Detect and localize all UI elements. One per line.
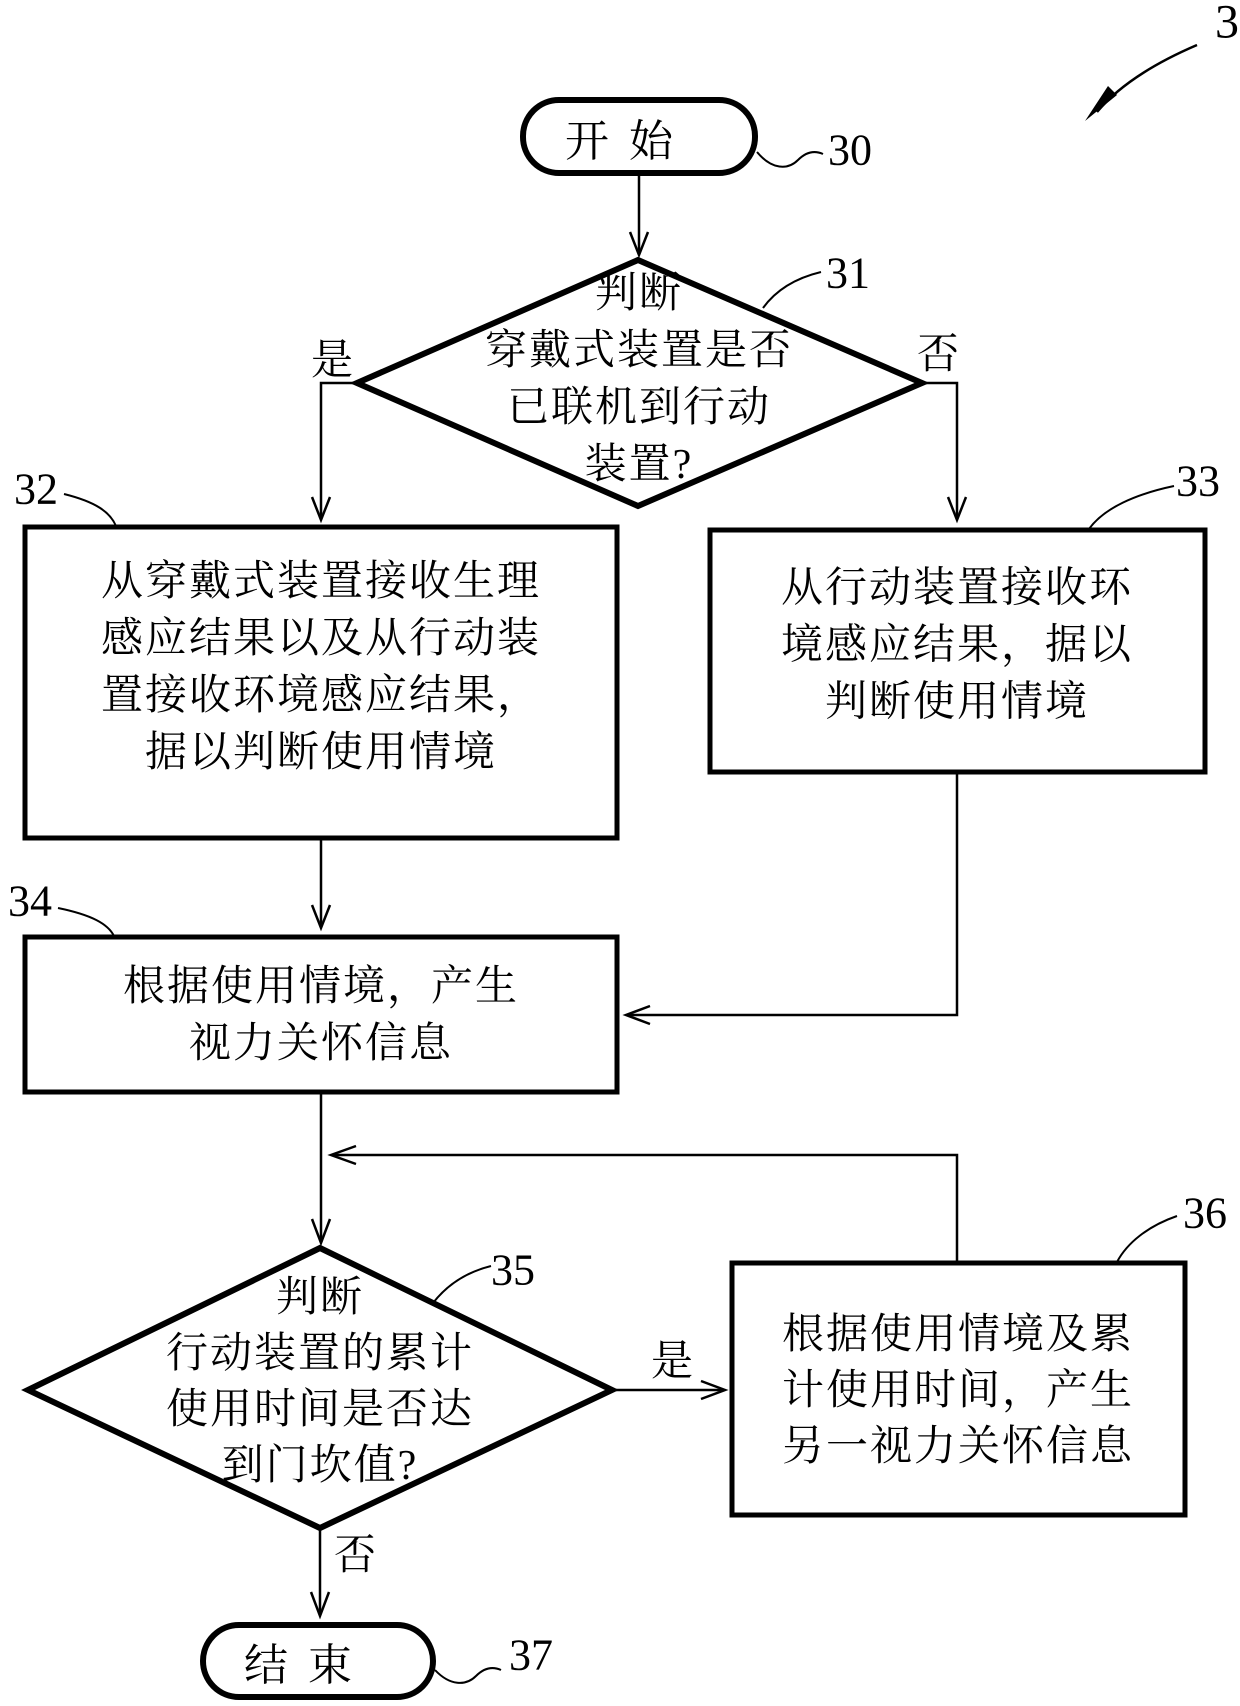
process-32-line: 感应结果以及从行动装	[100, 616, 542, 662]
d35-no-label: 否	[333, 1533, 377, 1579]
ref-label-36: 36	[1183, 1188, 1227, 1238]
ref-label-32: 32	[14, 464, 58, 514]
decision-31-line: 判断	[594, 271, 684, 317]
process-34-text	[123, 959, 519, 1073]
ref-label-33: 33	[1176, 456, 1220, 506]
decision-31-text	[485, 266, 793, 494]
figure-pointer-arrowhead	[1085, 86, 1117, 121]
edge-d31-yes-line	[321, 383, 357, 519]
ref-label-35: 35	[491, 1245, 535, 1295]
process-33-line: 境感应结果，据以	[780, 622, 1134, 669]
process-33-text	[781, 561, 1133, 732]
ref-label-37: 37	[509, 1630, 553, 1680]
decision-35-line: 判断	[275, 1275, 365, 1321]
edge-b33-to-b34	[628, 773, 957, 1015]
d35-yes-label: 是	[650, 1339, 694, 1385]
ref33-leader	[1089, 486, 1174, 529]
process-33-line: 判断使用情境	[824, 679, 1090, 726]
edge-d31-no-line	[922, 383, 957, 519]
decision-31-line: 已联机到行动	[506, 385, 772, 431]
process-32-line: 从穿戴式装置接收生理	[100, 559, 542, 605]
decision-35-text	[166, 1270, 474, 1494]
process-32-line: 据以判断使用情境	[144, 730, 498, 776]
process-33-line: 从行动装置接收环	[780, 565, 1134, 612]
ref-label-30: 30	[828, 125, 872, 175]
ref-label-31: 31	[826, 248, 870, 298]
process-34-line: 视力关怀信息	[188, 1021, 454, 1067]
figure-ref-number: 3	[1215, 0, 1239, 49]
process-34-line: 根据使用情境，产生	[122, 964, 520, 1010]
process-36-text	[782, 1307, 1134, 1475]
process-36-line: 根据使用情境及累	[781, 1312, 1135, 1358]
edge-b36-feedback	[333, 1155, 957, 1262]
ref36-leader	[1117, 1216, 1177, 1262]
d31-yes-label: 是	[310, 338, 354, 384]
decision-35-line: 到门坎值?	[221, 1443, 419, 1489]
end-node-label: 结束	[244, 1641, 372, 1690]
ref37-leader-squiggle	[435, 1668, 501, 1683]
process-32-text	[101, 554, 541, 782]
process-36-line: 另一视力关怀信息	[781, 1424, 1135, 1470]
d31-no-label: 否	[916, 332, 960, 378]
ref30-leader-squiggle	[757, 152, 823, 167]
process-32-line: 置接收环境感应结果，	[100, 673, 542, 719]
ref-label-34: 34	[8, 876, 52, 926]
decision-31-line: 装置?	[584, 442, 694, 488]
decision-35-line: 使用时间是否达	[165, 1387, 475, 1433]
decision-35-line: 行动装置的累计	[165, 1331, 475, 1377]
ref34-leader	[58, 908, 114, 936]
decision-31-line: 穿戴式装置是否	[484, 328, 794, 374]
process-36-line: 计使用时间，产生	[781, 1368, 1135, 1414]
start-node-label: 开始	[565, 117, 693, 166]
figure-pointer-curve	[1097, 45, 1197, 112]
ref32-leader	[64, 494, 116, 526]
